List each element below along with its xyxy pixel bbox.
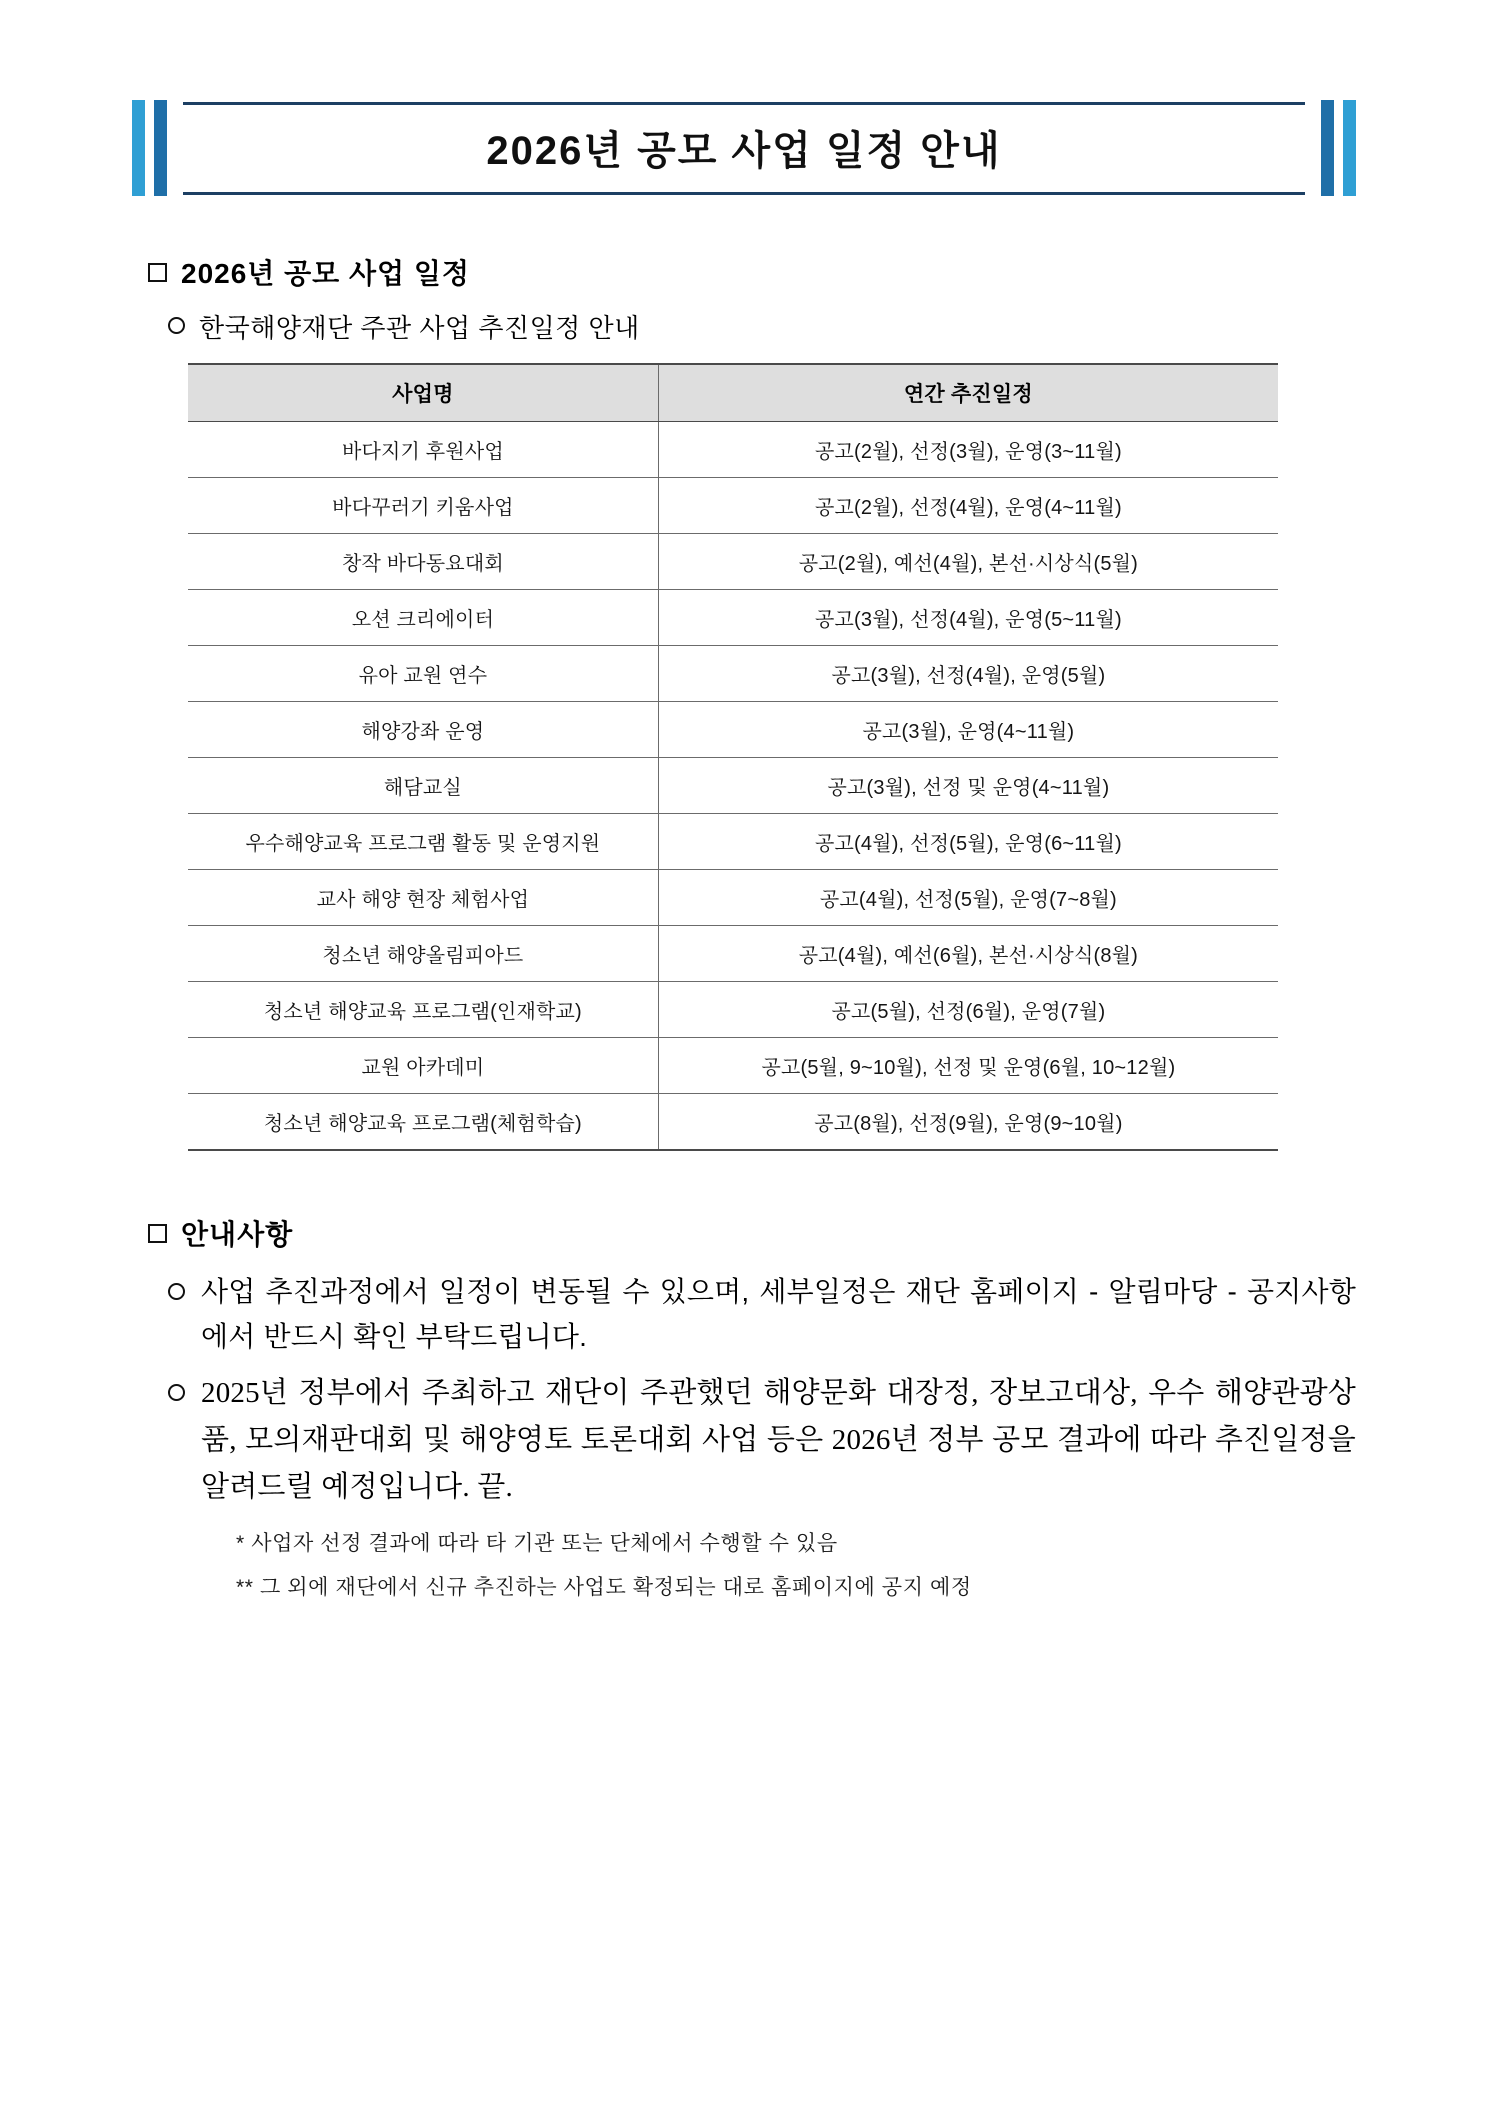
square-bullet-icon [148, 263, 167, 282]
cell-timeline: 공고(2월), 선정(4월), 운영(4~11월) [658, 478, 1278, 534]
table-row [188, 870, 1278, 926]
notice-item-text: 사업 추진과정에서 일정이 변동될 수 있으며, 세부일정은 재단 홈페이지 - 알림마당 - 공지사항에서 반드시 확인 부탁드립니다. [201, 1276, 1356, 1353]
cell-timeline: 공고(5월), 선정(6월), 운영(7월) [658, 982, 1278, 1038]
cell-program: 오션 크리에이터 [188, 590, 658, 646]
notice-heading-text: 안내사항 [181, 1219, 294, 1250]
column-header-program: 사업명 [188, 364, 658, 422]
page-title: 2026년 공모 사업 일정 안내 [486, 128, 1002, 173]
cell-timeline: 공고(3월), 선정(4월), 운영(5월) [658, 646, 1278, 702]
table-row [188, 422, 1278, 478]
notice-item-text: 2025년 정부에서 주최하고 재단이 주관했던 해양문화 대장정, 장보고대상, 우수 해양관광상품, 모의재판대회 및 해양영토 토론대회 사업 등은 2026년 정부 공모 결과에 따라 추진일정을 알려드릴 예정입니다. 끝. [201, 1376, 1356, 1503]
schedule-section-heading [148, 252, 1356, 292]
schedule-table-wrapper [188, 363, 1278, 1151]
accent-bar-icon [1343, 100, 1356, 196]
schedule-sub-heading-text: 한국해양재단 주관 사업 추진일정 안내 [199, 313, 640, 343]
table-row [188, 478, 1278, 534]
table-row [188, 1094, 1278, 1151]
notice-section [132, 1213, 1356, 1601]
cell-timeline: 공고(3월), 선정(4월), 운영(5~11월) [658, 590, 1278, 646]
column-header-timeline: 연간 추진일정 [658, 364, 1278, 422]
cell-program: 바다꾸러기 키움사업 [188, 478, 658, 534]
footnote-first: * 사업자 선정 결과에 따라 타 기관 또는 단체에서 수행할 수 있음 [236, 1531, 838, 1555]
cell-timeline: 공고(4월), 예선(6월), 본선·시상식(8월) [658, 926, 1278, 982]
cell-program: 유아 교원 연수 [188, 646, 658, 702]
cell-timeline: 공고(8월), 선정(9월), 운영(9~10월) [658, 1094, 1278, 1151]
table-row [188, 1038, 1278, 1094]
title-banner [132, 96, 1356, 200]
footnote-second: ** 그 외에 재단에서 신규 추진하는 사업도 확정되는 대로 홈페이지에 공지 예정 [236, 1575, 972, 1599]
table-header-row [188, 364, 1278, 422]
cell-program: 청소년 해양교육 프로그램(체험학습) [188, 1094, 658, 1151]
circle-bullet-icon [168, 1283, 185, 1300]
table-row [188, 702, 1278, 758]
cell-program: 해담교실 [188, 758, 658, 814]
title-rule-bottom [183, 192, 1305, 195]
square-bullet-icon [148, 1224, 167, 1243]
cell-timeline: 공고(4월), 선정(5월), 운영(6~11월) [658, 814, 1278, 870]
accent-bar-icon [1321, 100, 1334, 196]
decorative-bars-right [1321, 96, 1356, 200]
notice-item [168, 1269, 1356, 1360]
circle-bullet-icon [168, 317, 185, 334]
cell-program: 창작 바다동요대회 [188, 534, 658, 590]
cell-program: 교사 해양 현장 체험사업 [188, 870, 658, 926]
cell-timeline: 공고(3월), 선정 및 운영(4~11월) [658, 758, 1278, 814]
table-row [188, 926, 1278, 982]
cell-timeline: 공고(4월), 선정(5월), 운영(7~8월) [658, 870, 1278, 926]
table-row [188, 814, 1278, 870]
cell-program: 교원 아카데미 [188, 1038, 658, 1094]
table-row [188, 758, 1278, 814]
schedule-sub-heading [168, 308, 1356, 345]
cell-timeline: 공고(5월, 9~10월), 선정 및 운영(6월, 10~12월) [658, 1038, 1278, 1094]
decorative-bars-left [132, 96, 167, 200]
circle-bullet-icon [168, 1384, 185, 1401]
cell-program: 청소년 해양교육 프로그램(인재학교) [188, 982, 658, 1038]
table-row [188, 982, 1278, 1038]
schedule-table [188, 363, 1278, 1151]
cell-program: 우수해양교육 프로그램 활동 및 운영지원 [188, 814, 658, 870]
cell-program: 바다지기 후원사업 [188, 422, 658, 478]
table-row [188, 646, 1278, 702]
notice-item [168, 1370, 1356, 1511]
cell-program: 청소년 해양올림피아드 [188, 926, 658, 982]
cell-timeline: 공고(2월), 선정(3월), 운영(3~11월) [658, 422, 1278, 478]
cell-timeline: 공고(3월), 운영(4~11월) [658, 702, 1278, 758]
accent-bar-icon [154, 100, 167, 196]
notice-section-heading [148, 1213, 1356, 1253]
cell-timeline: 공고(2월), 예선(4월), 본선·시상식(5월) [658, 534, 1278, 590]
table-row [188, 534, 1278, 590]
table-row [188, 590, 1278, 646]
schedule-heading-text: 2026년 공모 사업 일정 [181, 258, 470, 289]
accent-bar-icon [132, 100, 145, 196]
title-center [183, 96, 1305, 200]
cell-program: 해양강좌 운영 [188, 702, 658, 758]
